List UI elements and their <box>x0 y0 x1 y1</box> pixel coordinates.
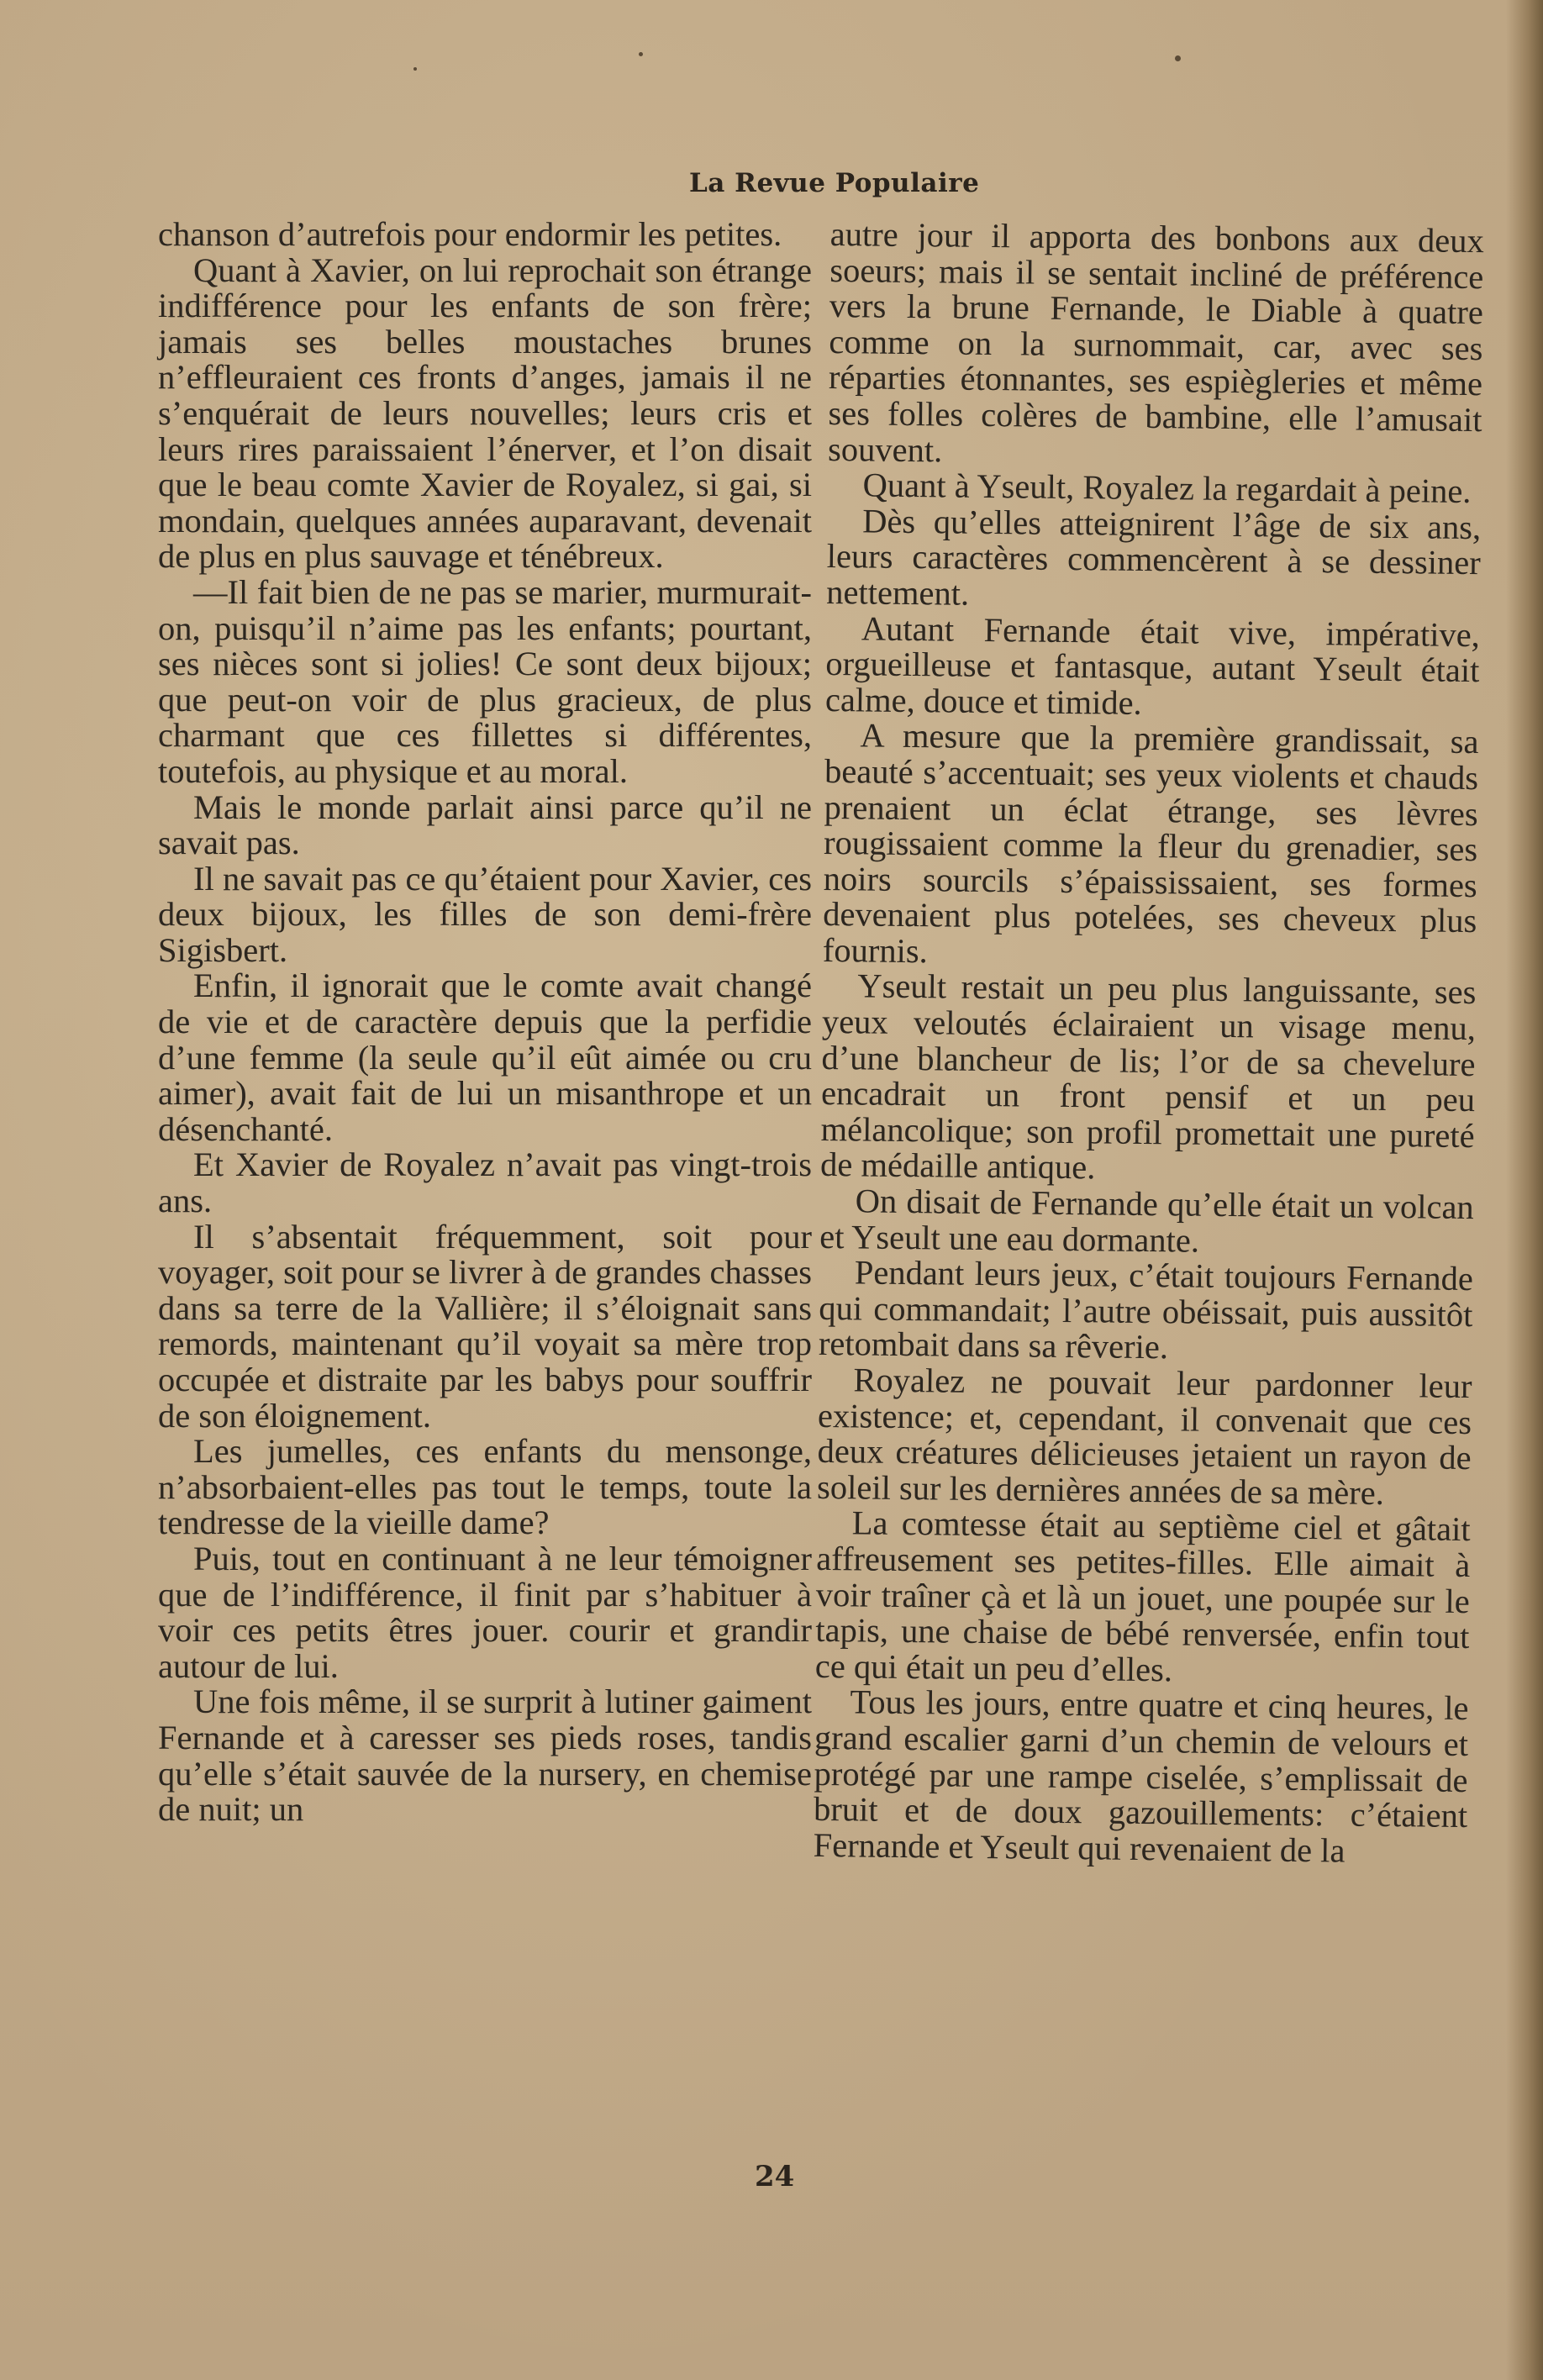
left-column-paragraph: Enfin, il ignorait que le comte avait changé de vie et de caractère depuis que la perfidie d’une femme (la seule qu’il eût aimée ou cru aimer), avait fait de lui un misanthrope et un désenchanté. <box>158 966 812 1148</box>
right-column-paragraph: Quant à Yseult, Royalez la regardait à peine. <box>862 466 1472 511</box>
page-edge-shadow <box>1506 0 1543 2380</box>
right-column-paragraph: La comtesse était au septième ciel et gâtait affreusement ses petites-filles. Elle aimait à voir traîner çà et là un jouet, une poupée sur le tapis, une chaise de bébé renversée, enfin tout ce qui était un peu d’elles. <box>814 1503 1471 1689</box>
paper-speck <box>639 52 643 56</box>
left-column-paragraph: Il s’absentait fréquemment, soit pour voyager, soit pour se livrer à de grandes chasses dans sa terre de la Vallière; il s’éloignait sans remords, maintenant qu’il voyait sa mère trop occupée et distraite par les babys pour souffrir de son éloignement. <box>158 1217 812 1435</box>
right-column-paragraph: autre jour il apporta des bonbons aux deux soeurs; mais il se sentait incliné de préférence vers la brune Fernande, le Diable à quatre comme on la surnommait, car, avec ses réparties étonnantes, ses espiègleries et même ses folles colères de bambine, elle l’amusait souvent. <box>827 215 1484 469</box>
paper-speck <box>413 67 417 71</box>
right-column-paragraph: Dès qu’elles atteignirent l’âge de six ans, leurs caractères commencèrent à se dessiner nettement. <box>826 502 1482 613</box>
right-column-paragraph: Royalez ne pouvait leur pardonner leur existence; et, cependant, il convenait que ces deux créatures délicieuses jetaient un rayon de soleil sur les dernières années de sa mère. <box>816 1361 1472 1512</box>
paper-speck <box>1175 55 1181 61</box>
page-number: 24 <box>755 2160 795 2193</box>
right-column-paragraph: Autant Fernande était vive, impérative, orgueilleuse et fantasque, autant Yseult était calme, douce et timide. <box>824 608 1481 722</box>
right-text-column <box>813 217 1483 1870</box>
right-column-paragraph: Tous les jours, entre quatre et cinq heures, le grand escalier garni d’un chemin de velours et protégé par une rampe ciselée, s’emplissait de bruit et de doux gazouillements: c’étaient Fernande et Yseult qui revenaient de la <box>813 1682 1469 1870</box>
left-text-column <box>158 217 812 1828</box>
left-column-paragraph: chanson d’autrefois pour endormir les petites. <box>158 215 782 253</box>
right-column-paragraph: Pendant leurs jeux, c’était toujours Fernande qui commandait; l’autre obéissait, puis aussitôt retombait dans sa rêverie. <box>818 1253 1474 1366</box>
left-column-paragraph: Et Xavier de Royalez n’avait pas vingt-trois ans. <box>158 1145 812 1220</box>
left-column-paragraph: —Il fait bien de ne pas se marier, murmurait-on, puisqu’il n’aime pas les enfants; pourtant, ses nièces sont si jolies! Ce sont deux bijoux; que peut-on voir de plus gracieux, de plus charmant que ces fillettes si différentes, toutefois, au physique et au moral. <box>158 572 812 790</box>
left-column-paragraph: Puis, tout en continuant à ne leur témoigner que de l’indifférence, il finit par s’habituer à voir ces petits êtres jouer. courir et grandir autour de lui. <box>158 1539 812 1685</box>
right-column-paragraph: Yseult restait un peu plus languissante, ses yeux veloutés éclairaient un visage menu, d’une blancheur de lis; l’or de sa chevelure encadrait un front pensif et un peu mélancolique; son profil promettait une pureté de médaille antique. <box>819 966 1477 1187</box>
right-column-paragraph: On disait de Fernande qu’elle était un volcan et Yseult une eau dormante. <box>819 1182 1474 1260</box>
left-column-paragraph: Mais le monde parlait ainsi parce qu’il ne savait pas. <box>158 787 812 862</box>
left-column-paragraph: Quant à Xavier, on lui reprochait son étrange indifférence pour les enfants de son frère; jamais ses belles moustaches brunes n’effleuraient ces fronts d’anges, jamais il ne s’enquérait de leurs nouvelles; leurs cris et leurs rires paraissaient l’énerver, et l’on disait que le beau comte Xavier de Royalez, si gai, si mondain, quelques années auparavant, devenait de plus en plus sauvage et ténébreux. <box>158 250 812 576</box>
left-column-paragraph: Une fois même, il se surprit à lutiner gaiment Fernande et à caresser ses pieds roses, tandis qu’elle s’était sauvée de la nursery, en chemise de nuit; un <box>158 1682 812 1829</box>
left-column-paragraph: Les jumelles, ces enfants du mensonge, n’absorbaient-elles pas tout le temps, toute la tendresse de la vieille dame? <box>158 1432 812 1542</box>
left-column-paragraph: Il ne savait pas ce qu’étaient pour Xavier, ces deux bijoux, les filles de son demi-frère Sigisbert. <box>158 859 812 969</box>
running-header: La Revue Populaire <box>689 168 980 198</box>
right-column-paragraph: A mesure que la première grandissait, sa beauté s’accentuait; ses yeux violents et chauds prenaient un éclat étrange, ses lèvres rougissaient comme la fleur du grenadier, ses noirs sourcils s’épaississaient, ses formes devenaient plus potelées, ses cheveux plus fournis. <box>822 716 1479 971</box>
